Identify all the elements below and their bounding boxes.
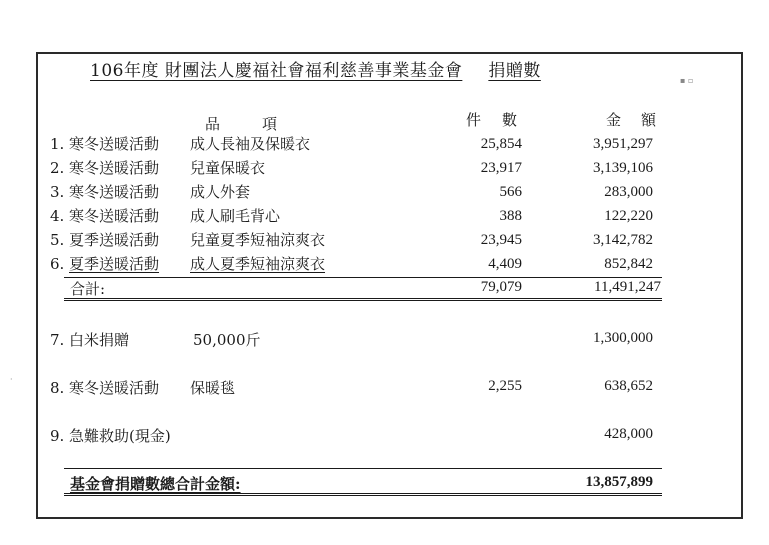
grand-total-rule <box>64 468 662 469</box>
scan-speck: ▪ ▫ <box>680 76 694 85</box>
row-item: 成人刷毛背心 <box>190 207 281 225</box>
grand-total-amount: 13,857,899 <box>585 474 653 490</box>
subtotal-rule <box>64 298 662 299</box>
row-number: 7. <box>50 331 65 349</box>
row-item: 成人外套 <box>190 183 251 201</box>
title-main: 106年度 財團法人慶福社會福利慈善事業基金會 <box>90 61 463 81</box>
row-item: 成人長袖及保暖衣 <box>190 135 311 153</box>
grand-total-double-underline <box>64 495 662 496</box>
row-amount: 122,220 <box>604 208 653 224</box>
row-amount: 852,842 <box>604 256 653 272</box>
subtotal-count: 79,079 <box>480 279 522 295</box>
row-amount: 3,139,106 <box>593 160 653 176</box>
subtotal-double-rule <box>64 300 662 301</box>
row-number: 9. <box>50 427 65 445</box>
row-amount: 428,000 <box>604 426 653 442</box>
header-item-1: 品 <box>205 115 221 133</box>
row-number: 4. <box>50 207 65 225</box>
row-amount: 3,951,297 <box>593 136 653 152</box>
row-item: 成人夏季短袖涼爽衣 <box>190 255 326 273</box>
subtotal-top-rule <box>64 277 662 278</box>
row-count: 2,255 <box>488 378 522 394</box>
row-detail: 保暖毯 <box>190 379 236 397</box>
row-number: 5. <box>50 231 65 249</box>
title-suffix: 捐贈數 <box>488 61 541 81</box>
header-item-2: 項 <box>262 115 278 133</box>
row-label: 急難救助(現金) <box>69 427 171 445</box>
header-amount-2: 額 <box>641 111 657 129</box>
row-number: 8. <box>50 379 65 397</box>
row-count: 25,854 <box>480 136 522 152</box>
row-number: 1. <box>50 135 65 153</box>
row-category: 寒冬送暖活動 <box>69 183 160 201</box>
row-label: 寒冬送暖活動 <box>69 379 160 397</box>
row-number: 6. <box>50 255 65 273</box>
subtotal-label: 合計: <box>70 280 106 298</box>
row-item: 兒童保暖衣 <box>190 159 266 177</box>
grand-total-underline <box>64 493 662 494</box>
row-amount: 638,652 <box>604 378 653 394</box>
row-category: 夏季送暖活動 <box>69 231 160 249</box>
row-count: 23,917 <box>480 160 522 176</box>
header-count-2: 數 <box>502 111 518 129</box>
header-count-1: 件 <box>466 111 482 129</box>
row-item: 兒童夏季短袖涼爽衣 <box>190 231 326 249</box>
row-amount: 3,142,782 <box>593 232 653 248</box>
header-amount-1: 金 <box>606 111 622 129</box>
scan-speck: · <box>10 375 13 384</box>
row-category: 寒冬送暖活動 <box>69 135 160 153</box>
row-number: 3. <box>50 183 65 201</box>
grand-total-label: 基金會捐贈數總合計金額: <box>70 475 241 493</box>
row-count: 388 <box>499 208 522 224</box>
row-category: 寒冬送暖活動 <box>69 207 160 225</box>
subtotal-amount: 11,491,247 <box>594 279 661 295</box>
row-count: 4,409 <box>488 256 522 272</box>
row-category: 寒冬送暖活動 <box>69 159 160 177</box>
row-count: 23,945 <box>480 232 522 248</box>
row-amount: 1,300,000 <box>593 330 653 346</box>
row-label: 白米捐贈 <box>69 331 130 349</box>
row-amount: 283,000 <box>604 184 653 200</box>
document-title <box>90 56 541 81</box>
row-count: 566 <box>499 184 522 200</box>
row-category: 夏季送暖活動 <box>69 255 160 273</box>
row-number: 2. <box>50 159 65 177</box>
row-detail: 50,000斤 <box>193 331 261 349</box>
